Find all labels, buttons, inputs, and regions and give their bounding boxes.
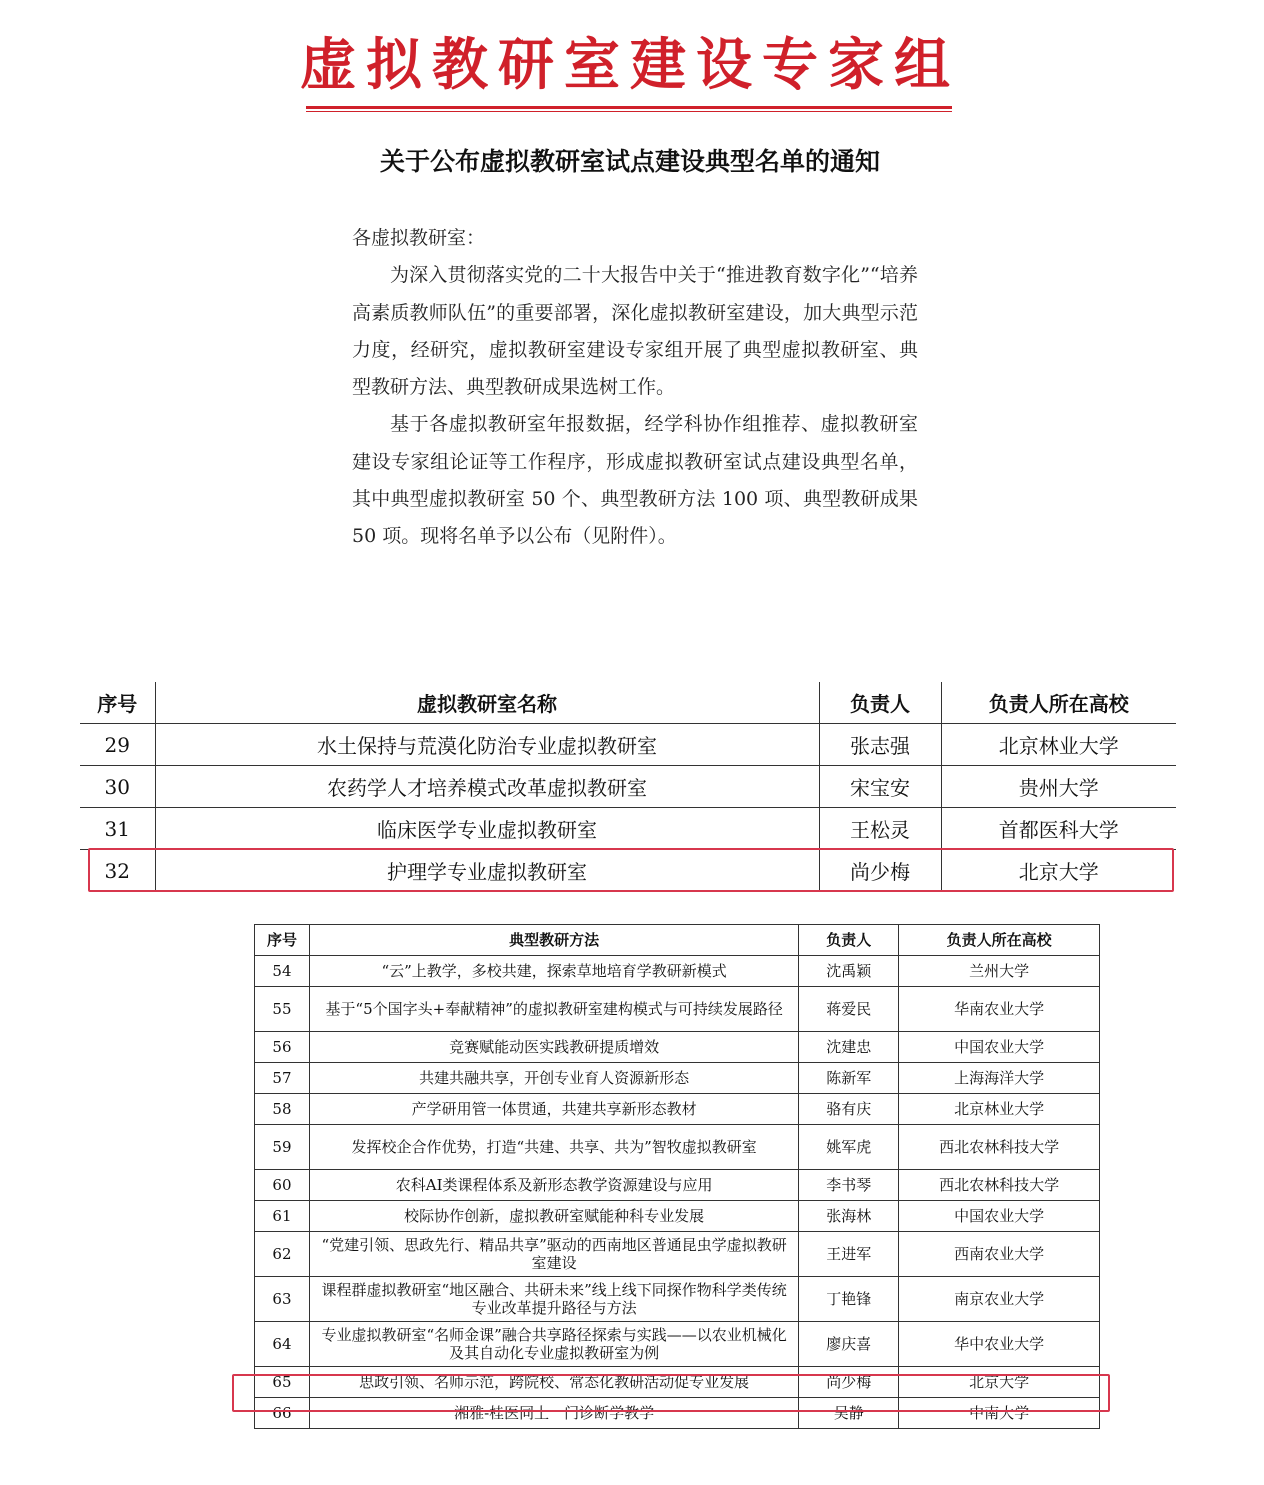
paragraph-1: 为深入贯彻落实党的二十大报告中关于“推进教育数字化”“培养高素质教师队伍”的重要部署，深化虚拟教研室建设，加大典型示范力度，经研究，虚拟教研室建设专家组开展了典型虚拟教研室、典型教研方法、典型教研成果选树工作。 — [352, 264, 918, 399]
notice-body — [352, 220, 918, 556]
cell-leader: 王松灵 — [819, 808, 941, 850]
cell-index: 56 — [255, 1032, 310, 1063]
cell-index: 58 — [255, 1094, 310, 1125]
table-row — [80, 724, 1176, 766]
cell-index: 62 — [255, 1232, 310, 1277]
cell-method: 发挥校企合作优势，打造“共建、共享、共为”智牧虚拟教研室 — [309, 1125, 798, 1170]
cell-leader: 宋宝安 — [819, 766, 941, 808]
cell-name: 临床医学专业虚拟教研室 — [155, 808, 819, 850]
cell-leader: 尚少梅 — [819, 850, 941, 892]
col-header-name: 虚拟教研室名称 — [155, 682, 819, 724]
cell-university: 南京农业大学 — [899, 1277, 1100, 1322]
table-row — [255, 1201, 1100, 1232]
table-row — [255, 1063, 1100, 1094]
cell-university: 中国农业大学 — [899, 1201, 1100, 1232]
letterhead-title: 虚拟教研室建设专家组 — [300, 32, 960, 98]
cell-name: 水土保持与荒漠化防治专业虚拟教研室 — [155, 724, 819, 766]
cell-method: 竞赛赋能动医实践教研提质增效 — [309, 1032, 798, 1063]
table-row — [255, 1094, 1100, 1125]
cell-leader: 丁艳锋 — [799, 1277, 899, 1322]
cell-method: “党建引领、思政先行、精品共享”驱动的西南地区普通昆虫学虚拟教研室建设 — [309, 1232, 798, 1277]
table-row — [255, 1277, 1100, 1322]
cell-method: 湘雅-桂医同上一门诊断学教学 — [309, 1398, 798, 1429]
cell-leader: 沈禹颖 — [799, 956, 899, 987]
table-row — [255, 1232, 1100, 1277]
cell-index: 65 — [255, 1367, 310, 1398]
cell-method: 思政引领、名师示范，跨院校、常态化教研活动促专业发展 — [309, 1367, 798, 1398]
col-header-method: 典型教研方法 — [309, 925, 798, 956]
highlight-box-method-65 — [232, 1374, 1110, 1412]
table-row — [255, 1032, 1100, 1063]
cell-leader: 张志强 — [819, 724, 941, 766]
cell-university: 北京大学 — [941, 850, 1176, 892]
cell-leader: 尚少梅 — [799, 1367, 899, 1398]
cell-index: 59 — [255, 1125, 310, 1170]
cell-university: 北京林业大学 — [941, 724, 1176, 766]
table-row — [255, 987, 1100, 1032]
cell-university: 华南农业大学 — [899, 987, 1100, 1032]
table-row — [80, 808, 1176, 850]
table-row — [255, 1125, 1100, 1170]
table-header-row — [255, 925, 1100, 956]
cell-index: 31 — [80, 808, 155, 850]
cell-university: 首都医科大学 — [941, 808, 1176, 850]
cell-name: 农药学人才培养模式改革虚拟教研室 — [155, 766, 819, 808]
cell-index: 64 — [255, 1322, 310, 1367]
col-header-university: 负责人所在高校 — [899, 925, 1100, 956]
notice-title: 关于公布虚拟教研室试点建设典型名单的通知 — [379, 147, 880, 176]
cell-leader: 蒋爱民 — [799, 987, 899, 1032]
cell-university: 中南大学 — [899, 1398, 1100, 1429]
salutation: 各虚拟教研室： — [352, 227, 486, 249]
cell-index: 30 — [80, 766, 155, 808]
cell-index: 60 — [255, 1170, 310, 1201]
cell-index: 54 — [255, 956, 310, 987]
letterhead-rule-thick — [306, 106, 952, 109]
cell-method: 农科AI类课程体系及新形态教学资源建设与应用 — [309, 1170, 798, 1201]
methods-table — [254, 924, 1100, 1429]
table-row — [80, 766, 1176, 808]
cell-leader: 陈新军 — [799, 1063, 899, 1094]
cell-leader: 沈建忠 — [799, 1032, 899, 1063]
cell-leader: 骆有庆 — [799, 1094, 899, 1125]
cell-index: 63 — [255, 1277, 310, 1322]
cell-method: 课程群虚拟教研室“地区融合、共研未来”线上线下同探作物科学类传统专业改革提升路径与方法 — [309, 1277, 798, 1322]
cell-leader: 张海林 — [799, 1201, 899, 1232]
col-header-leader: 负责人 — [819, 682, 941, 724]
cell-index: 29 — [80, 724, 155, 766]
highlight-box-room-32 — [88, 848, 1174, 892]
col-header-index: 序号 — [80, 682, 155, 724]
cell-university: 中国农业大学 — [899, 1032, 1100, 1063]
cell-university: 北京大学 — [899, 1367, 1100, 1398]
cell-method: 共建共融共享，开创专业育人资源新形态 — [309, 1063, 798, 1094]
cell-method: 校际协作创新，虚拟教研室赋能种科专业发展 — [309, 1201, 798, 1232]
cell-method: 产学研用管一体贯通，共建共享新形态教材 — [309, 1094, 798, 1125]
cell-leader: 廖庆喜 — [799, 1322, 899, 1367]
cell-index: 61 — [255, 1201, 310, 1232]
col-header-index: 序号 — [255, 925, 310, 956]
cell-index: 66 — [255, 1398, 310, 1429]
cell-university: 兰州大学 — [899, 956, 1100, 987]
col-header-leader: 负责人 — [799, 925, 899, 956]
cell-leader: 吴静 — [799, 1398, 899, 1429]
table-row — [255, 1322, 1100, 1367]
cell-leader: 王进军 — [799, 1232, 899, 1277]
cell-index: 57 — [255, 1063, 310, 1094]
cell-university: 西北农林科技大学 — [899, 1170, 1100, 1201]
cell-name: 护理学专业虚拟教研室 — [155, 850, 819, 892]
letterhead-rule-thin — [306, 111, 952, 112]
cell-university: 西南农业大学 — [899, 1232, 1100, 1277]
cell-university: 贵州大学 — [941, 766, 1176, 808]
cell-university: 北京林业大学 — [899, 1094, 1100, 1125]
cell-university: 华中农业大学 — [899, 1322, 1100, 1367]
cell-index: 32 — [80, 850, 155, 892]
table-header-row — [80, 682, 1176, 724]
table-row — [255, 1170, 1100, 1201]
cell-leader: 姚军虎 — [799, 1125, 899, 1170]
table-row — [255, 956, 1100, 987]
cell-method: 专业虚拟教研室“名师金课”融合共享路径探索与实践——以农业机械化及其自动化专业虚拟教研室为例 — [309, 1322, 798, 1367]
cell-university: 上海海洋大学 — [899, 1063, 1100, 1094]
cell-leader: 李书琴 — [799, 1170, 899, 1201]
paragraph-2: 基于各虚拟教研室年报数据，经学科协作组推荐、虚拟教研室建设专家组论证等工作程序，形成虚拟教研室试点建设典型名单，其中典型虚拟教研室 50 个、典型教研方法 100 项、典型教研成果 50 项。现将名单予以公布（见附件）。 — [352, 413, 918, 548]
cell-university: 西北农林科技大学 — [899, 1125, 1100, 1170]
cell-method: “云”上教学，多校共建，探索草地培育学教研新模式 — [309, 956, 798, 987]
col-header-university: 负责人所在高校 — [941, 682, 1176, 724]
cell-method: 基于“5个国字头+奉献精神”的虚拟教研室建构模式与可持续发展路径 — [309, 987, 798, 1032]
cell-index: 55 — [255, 987, 310, 1032]
